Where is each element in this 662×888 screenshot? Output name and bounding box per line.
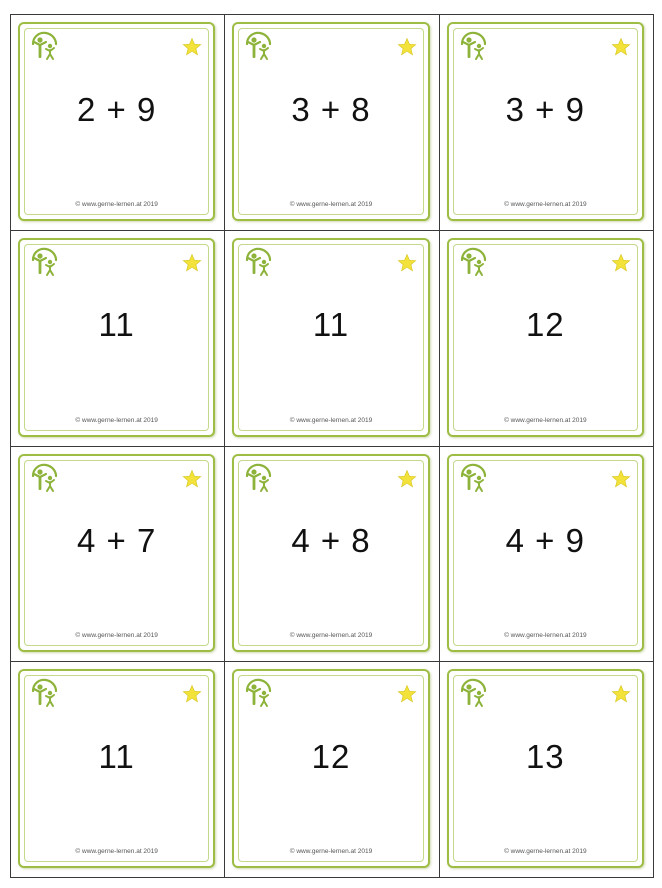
card-cell bbox=[225, 15, 439, 231]
copyright-text: © www.gerne-lernen.at 2019 bbox=[504, 200, 587, 208]
card-content: 4 + 7 bbox=[77, 522, 157, 560]
star-icon bbox=[397, 684, 417, 704]
gerne-lernen-logo-icon bbox=[243, 31, 273, 61]
card-content: 4 + 8 bbox=[291, 522, 371, 560]
card-content: 11 bbox=[98, 737, 135, 775]
card-content: 12 bbox=[311, 737, 351, 775]
copyright-text: © www.gerne-lernen.at 2019 bbox=[504, 416, 587, 424]
star-icon bbox=[182, 684, 202, 704]
gerne-lernen-logo-icon bbox=[29, 463, 59, 493]
copyright-text: © www.gerne-lernen.at 2019 bbox=[289, 200, 373, 208]
copyright-text: © www.gerne-lernen.at 2019 bbox=[75, 200, 158, 208]
memory-card[interactable] bbox=[447, 669, 644, 868]
card-content: 11 bbox=[312, 306, 350, 344]
copyright-text: © www.gerne-lernen.at 2019 bbox=[289, 416, 373, 424]
gerne-lernen-logo-icon bbox=[458, 247, 488, 277]
gerne-lernen-logo-icon bbox=[243, 247, 273, 277]
card-cell bbox=[440, 15, 654, 231]
star-icon bbox=[182, 253, 202, 273]
gerne-lernen-logo-icon bbox=[243, 463, 273, 493]
memory-card[interactable] bbox=[232, 22, 429, 221]
copyright-text: © www.gerne-lernen.at 2019 bbox=[504, 848, 587, 855]
memory-card[interactable] bbox=[18, 669, 215, 868]
card-content: 12 bbox=[525, 306, 565, 344]
gerne-lernen-logo-icon bbox=[29, 678, 59, 708]
copyright-text: © www.gerne-lernen.at 2019 bbox=[289, 632, 373, 640]
star-icon bbox=[182, 469, 202, 489]
star-icon bbox=[611, 253, 631, 273]
card-cell bbox=[11, 15, 225, 231]
card-cell bbox=[440, 662, 654, 878]
gerne-lernen-logo-icon bbox=[458, 31, 488, 61]
card-cell bbox=[225, 231, 439, 447]
card-content: 2 + 9 bbox=[77, 90, 157, 128]
memory-card[interactable] bbox=[447, 238, 644, 437]
star-icon bbox=[182, 37, 202, 57]
gerne-lernen-logo-icon bbox=[458, 678, 488, 708]
memory-card[interactable] bbox=[18, 454, 215, 653]
memory-card[interactable] bbox=[447, 22, 644, 221]
star-icon bbox=[397, 253, 417, 273]
star-icon bbox=[611, 469, 631, 489]
card-content: 13 bbox=[525, 737, 565, 775]
card-content: 3 + 9 bbox=[505, 90, 585, 128]
copyright-text: © www.gerne-lernen.at 2019 bbox=[504, 632, 587, 640]
card-cell bbox=[11, 231, 225, 447]
card-content: 11 bbox=[98, 306, 135, 344]
card-content: 3 + 8 bbox=[291, 90, 371, 128]
copyright-text: © www.gerne-lernen.at 2019 bbox=[289, 848, 373, 855]
card-content: 4 + 9 bbox=[505, 522, 585, 560]
star-icon bbox=[611, 37, 631, 57]
card-cell bbox=[11, 662, 225, 878]
memory-card[interactable] bbox=[232, 669, 429, 868]
gerne-lernen-logo-icon bbox=[458, 463, 488, 493]
star-icon bbox=[397, 37, 417, 57]
card-cell bbox=[225, 662, 439, 878]
copyright-text: © www.gerne-lernen.at 2019 bbox=[75, 632, 158, 640]
gerne-lernen-logo-icon bbox=[29, 31, 59, 61]
card-cell bbox=[11, 447, 225, 663]
memory-card[interactable] bbox=[232, 454, 429, 653]
gerne-lernen-logo-icon bbox=[29, 247, 59, 277]
memory-card[interactable] bbox=[18, 22, 215, 221]
memory-card[interactable] bbox=[18, 238, 215, 437]
star-icon bbox=[611, 684, 631, 704]
copyright-text: © www.gerne-lernen.at 2019 bbox=[75, 848, 158, 855]
gerne-lernen-logo-icon bbox=[243, 678, 273, 708]
card-cell bbox=[440, 231, 654, 447]
card-sheet bbox=[10, 14, 654, 878]
card-cell bbox=[440, 447, 654, 663]
star-icon bbox=[397, 469, 417, 489]
copyright-text: © www.gerne-lernen.at 2019 bbox=[75, 416, 158, 424]
card-cell bbox=[225, 447, 439, 663]
memory-card[interactable] bbox=[447, 454, 644, 653]
memory-card[interactable] bbox=[232, 238, 429, 437]
